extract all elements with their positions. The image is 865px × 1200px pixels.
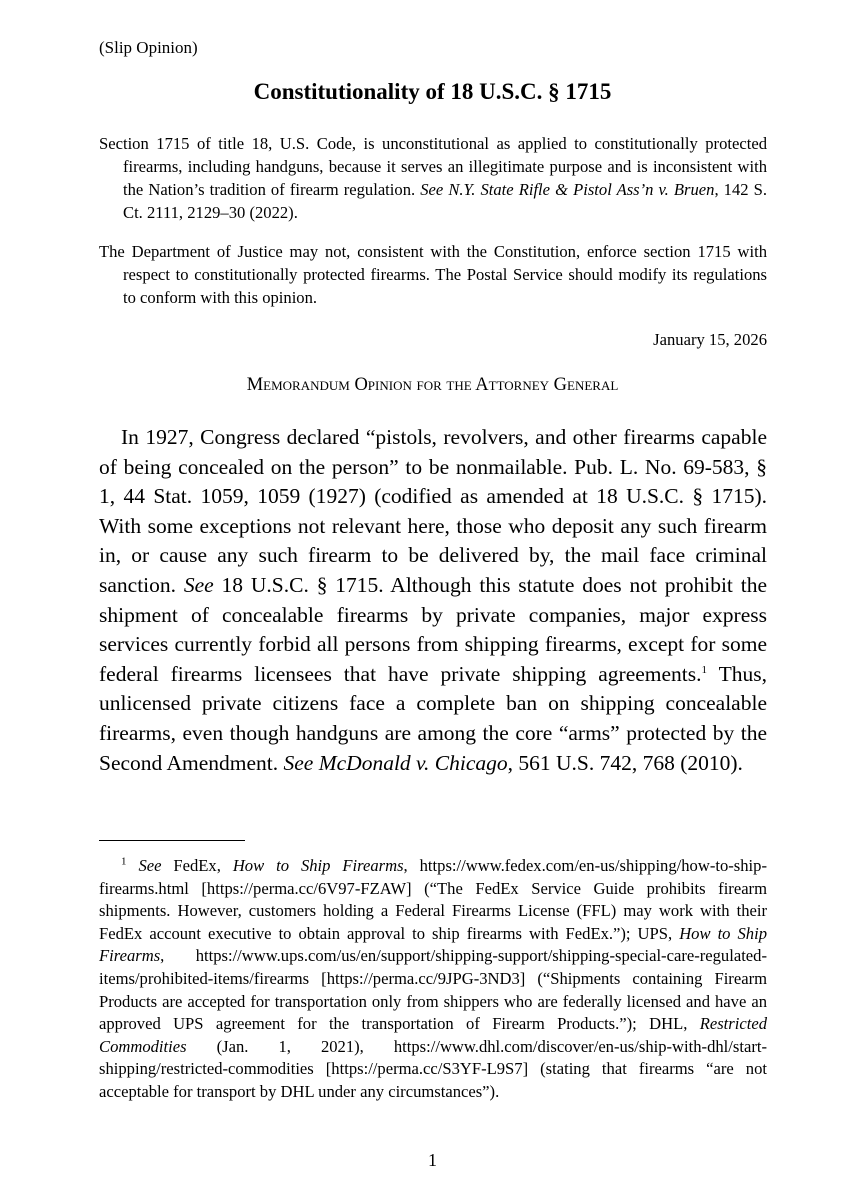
slip-opinion-label: (Slip Opinion) [99, 38, 198, 57]
footnote-text-4: (Jan. 1, 2021), https://www.dhl.com/discover/en-us/ship-with-dhl/start-shipping/restricted-commodities [https://perma.cc/S3YF-L9S7] (stating that firearms “are not acceptable for transport by DHL under any circumstances”). [99, 1036, 767, 1101]
body-text-2: 18 U.S.C. § 1715. Although this statute does not prohibit the shipment of concealable firearms by private companies, major express services currently forbid all persons from shipping firearms, except for some federal firearms licensees that have private shipping agreements. [99, 572, 767, 686]
headnote-1-text: Section 1715 of title 18, U.S. Code, is unconstitutional as applied to constitutionally protected firearms, including handguns, because it serves an illegitimate purpose and is inconsistent with the Nation’s tradition of firearm regulation. [99, 134, 767, 199]
headnote-1-citation-rest: , 142 S. Ct. 2111, 2129–30 (2022). [123, 180, 767, 222]
footnote-title-dhl: Restricted Commodities [99, 1014, 767, 1056]
footnote-text-3: , https://www.ups.com/us/en/support/shipping-support/shipping-special-care-regulated-items/prohibited-items/firearms [https://perma.cc/9JPG-3ND3] (“Shipments containing Firearm Products are accepted for transportation only from shippers who are federally licensed and have an approved UPS agreement for the transportation of Firearm Products.”); DHL, [99, 946, 767, 1034]
footnote-title-ups: How to Ship Firearms [99, 923, 767, 966]
page-number: 1 [428, 1150, 437, 1170]
footnote-reference[interactable]: 1 [701, 663, 708, 676]
body-paragraph [99, 423, 767, 778]
memorandum-heading [0, 375, 865, 396]
body-text-3: Thus, unlicensed private citizens face a complete ban on shipping concealable firearms, even though handguns are among the core “arms” protected by the Second Amendment. [99, 661, 767, 775]
footnote-title-fedex: How to Ship Firearms [232, 856, 404, 875]
opinion-title: Constitutionality of 18 U.S.C. § 1715 [253, 79, 612, 104]
memorandum-heading-first: Memorandum [246, 375, 350, 395]
footnote-divider [99, 840, 245, 841]
footnote-signal-see: See [138, 856, 162, 875]
footnote-1 [99, 855, 767, 1104]
headnote-1 [99, 132, 767, 224]
headnote-1-citation-case: See N.Y. State Rifle & Pistol Ass’n v. Bruen [420, 180, 715, 199]
memorandum-heading-rest: Opinion for the Attorney General [349, 375, 619, 395]
footnote-text-1: FedEx, [161, 856, 233, 875]
body-citation-mcdonald: See McDonald v. Chicago [283, 750, 508, 775]
body-text-1: In 1927, Congress declared “pistols, revolvers, and other firearms capable of being concealed on the person” to be nonmailable. Pub. L. No. 69-583, § 1, 44 Stat. 1059, 1059 (1927) (codified as amended at 18 U.S.C. § 1715). With some exceptions not relevant here, those who deposit any such firearm in, or cause any such firearm to be delivered by, the mail face criminal sanction. [99, 425, 767, 597]
headnote-2: The Department of Justice may not, consistent with the Constitution, enforce section 1715 with respect to constitutionally protected firearms. The Postal Service should modify its regulations to conform with this opinion. [99, 242, 767, 307]
opinion-date: January 15, 2026 [653, 330, 767, 349]
body-signal-see: See [183, 572, 214, 597]
footnote-text-2: , https://www.fedex.com/en-us/shipping/how-to-ship-firearms.html [https://perma.cc/6V97-FZAW] (“The FedEx Service Guide prohibits firearm shipments. However, customers holding a Federal Firearms License (FFL) may work with their FedEx account executive to obtain approval to ship firearms with FedEx.”); UPS, [99, 856, 767, 943]
body-text-4: , 561 U.S. 742, 768 (2010). [507, 750, 743, 775]
footnote-marker: 1 [121, 855, 127, 868]
